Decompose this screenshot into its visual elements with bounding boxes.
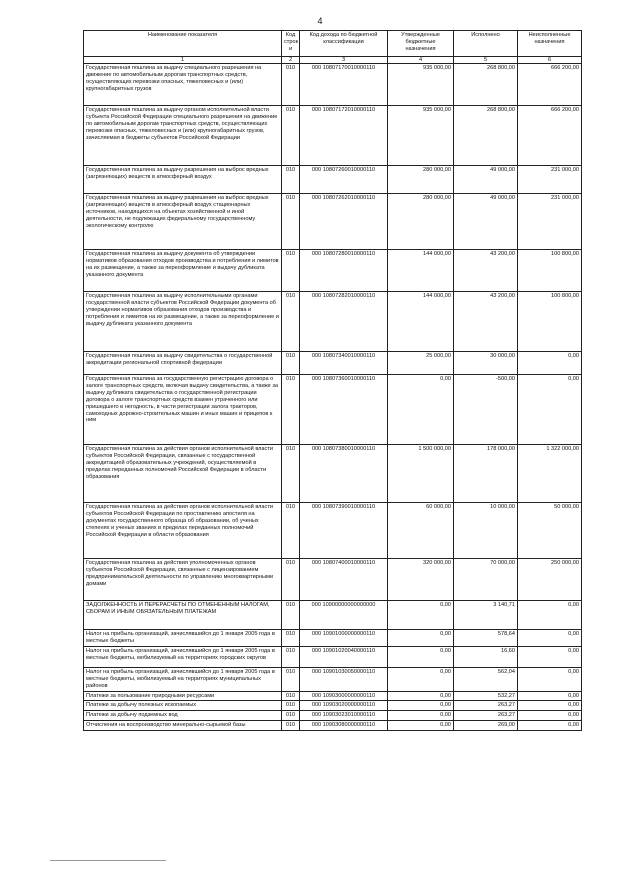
column-number: 2	[282, 57, 300, 64]
indicator-name: Налог на прибыль организаций, зачислявшийся до 1 января 2005 года в местные бюджеты, мобилизуемый на территориях городских округов	[84, 646, 282, 667]
row-code: 010	[282, 721, 300, 731]
approved-amount: 1 500 000,00	[388, 445, 454, 503]
indicator-name: Государственная пошлина за действия органов исполнительной власти субъектов Российской Федерации по проставлению апостиля на документах государственного образца об образовании, об ученых степенях и ученых званиях в пределах переданных полномочий Российской Федерации в области образования	[84, 503, 282, 559]
executed-amount: 532,27	[454, 691, 518, 701]
row-code: 010	[282, 106, 300, 166]
row-code: 010	[282, 250, 300, 292]
budget-code: 000 10807260010000110	[300, 166, 388, 194]
header-executed: Исполнено	[454, 31, 518, 57]
table-row	[84, 503, 582, 559]
indicator-name: Государственная пошлина за выдачу свидетельства о государственной аккредитации региональной спортивной федерации	[84, 352, 282, 375]
footer-rule	[50, 860, 166, 861]
unexecuted-amount: 0,00	[518, 667, 582, 691]
budget-code: 000 10807280010000110	[300, 250, 388, 292]
executed-amount: 10 000,00	[454, 503, 518, 559]
table-row	[84, 64, 582, 106]
executed-amount: 263,27	[454, 711, 518, 721]
budget-code: 000 10807282010000110	[300, 292, 388, 352]
executed-amount: 178 000,00	[454, 445, 518, 503]
column-number: 1	[84, 57, 282, 64]
table-row	[84, 559, 582, 601]
executed-amount: 269,00	[454, 721, 518, 731]
table-row	[84, 721, 582, 731]
indicator-name: Отчисления на воспроизводство минерально-сырьевой базы	[84, 721, 282, 731]
header-indicator-name: Наименование показателя	[84, 31, 282, 57]
executed-amount: 49 000,00	[454, 194, 518, 250]
table-row	[84, 646, 582, 667]
row-code: 010	[282, 194, 300, 250]
unexecuted-amount: 0,00	[518, 711, 582, 721]
row-code: 010	[282, 64, 300, 106]
executed-amount: 562,04	[454, 667, 518, 691]
unexecuted-amount: 0,00	[518, 601, 582, 630]
budget-code: 000 10903020000000110	[300, 701, 388, 711]
unexecuted-amount: 100 800,00	[518, 292, 582, 352]
approved-amount: 0,00	[388, 691, 454, 701]
approved-amount: 0,00	[388, 721, 454, 731]
unexecuted-amount: 50 000,00	[518, 503, 582, 559]
unexecuted-amount: 0,00	[518, 352, 582, 375]
row-code: 010	[282, 701, 300, 711]
approved-amount: 60 000,00	[388, 503, 454, 559]
indicator-name: Государственная пошлина за выдачу разрешения на выброс вредных (загрязняющих) веществ в атмосферный воздух стационарных источников, находящихся на объектах хозяйственной и иной деятельности, не подлежащих федеральному государственному экологическому контролю	[84, 194, 282, 250]
indicator-name: Государственная пошлина за государственную регистрацию договора о залоге транспортных средств, включая выдачу свидетельства, а также за выдачу дубликата свидетельства о государственной регистрации договора о залоге транспортных средств взамен утраченного или пришедшего в негодность, в части регистрации залога тракторов, самоходных дорожно-строительных машин и иных машин и прицепов к ним	[84, 375, 282, 445]
unexecuted-amount: 1 322 000,00	[518, 445, 582, 503]
executed-amount: 263,27	[454, 701, 518, 711]
approved-amount: 144 000,00	[388, 250, 454, 292]
column-number: 4	[388, 57, 454, 64]
column-number-row	[84, 57, 582, 64]
executed-amount: 49 000,00	[454, 166, 518, 194]
unexecuted-amount: 100 800,00	[518, 250, 582, 292]
indicator-name: Платежи за пользование природными ресурсами	[84, 691, 282, 701]
budget-code: 000 10901000000000110	[300, 630, 388, 647]
approved-amount: 0,00	[388, 630, 454, 647]
row-code: 010	[282, 166, 300, 194]
table-row	[84, 292, 582, 352]
indicator-name: Налог на прибыль организаций, зачислявшийся до 1 января 2005 года в местные бюджеты, мобилизуемый на территориях муниципальных районов	[84, 667, 282, 691]
unexecuted-amount: 231 000,00	[518, 166, 582, 194]
approved-amount: 25 000,00	[388, 352, 454, 375]
unexecuted-amount: 0,00	[518, 701, 582, 711]
row-code: 010	[282, 375, 300, 445]
budget-code: 000 10901030050000110	[300, 667, 388, 691]
indicator-name: ЗАДОЛЖЕННОСТЬ И ПЕРЕРАСЧЕТЫ ПО ОТМЕНЕННЫМ НАЛОГАМ, СБОРАМ И ИНЫМ ОБЯЗАТЕЛЬНЫМ ПЛАТЕЖАМ	[84, 601, 282, 630]
unexecuted-amount: 0,00	[518, 630, 582, 647]
approved-amount: 0,00	[388, 601, 454, 630]
approved-amount: 144 000,00	[388, 292, 454, 352]
row-code: 010	[282, 646, 300, 667]
indicator-name: Платежи за добычу подземных вод	[84, 711, 282, 721]
executed-amount: 268 800,00	[454, 64, 518, 106]
budget-code: 000 10901020040000110	[300, 646, 388, 667]
approved-amount: 935 000,00	[388, 64, 454, 106]
indicator-name: Государственная пошлина за действия органов исполнительной власти субъектов Российской Федерации, связанные с государственной аккредитацией образовательных учреждений, осуществляемой в пределах переданных полномочий Российской Федерации в области образования	[84, 445, 282, 503]
page-number: 4	[317, 16, 323, 26]
row-code: 010	[282, 601, 300, 630]
unexecuted-amount: 0,00	[518, 646, 582, 667]
column-number: 3	[300, 57, 388, 64]
approved-amount: 0,00	[388, 646, 454, 667]
approved-amount: 0,00	[388, 701, 454, 711]
approved-amount: 0,00	[388, 375, 454, 445]
budget-code: 000 10807360010000110	[300, 375, 388, 445]
budget-code: 000 10807380010000110	[300, 445, 388, 503]
row-code: 010	[282, 352, 300, 375]
budget-code: 000 10903023010000110	[300, 711, 388, 721]
row-code: 010	[282, 691, 300, 701]
approved-amount: 280 000,00	[388, 166, 454, 194]
table-row	[84, 601, 582, 630]
executed-amount: 43 200,00	[454, 292, 518, 352]
approved-amount: 0,00	[388, 711, 454, 721]
approved-amount: 935 000,00	[388, 106, 454, 166]
indicator-name: Государственная пошлина за выдачу исполнительными органами государственной власти субъектов Российской Федерации документа об утверждении нормативов образования отходов производства и потребления и лимитов на их размещение, а также за переоформление и выдачу дубликата указанного документа	[84, 292, 282, 352]
indicator-name: Государственная пошлина за действия уполномоченных органов субъектов Российской Федерации, связанные с лицензированием предпринимательской деятельности по управлению многоквартирными домами	[84, 559, 282, 601]
executed-amount: 43 200,00	[454, 250, 518, 292]
table-row	[84, 667, 582, 691]
table-row	[84, 194, 582, 250]
unexecuted-amount: 0,00	[518, 691, 582, 701]
budget-code: 000 10807172010000110	[300, 106, 388, 166]
header-row-code: Код строк и	[282, 31, 300, 57]
executed-amount: 16,60	[454, 646, 518, 667]
budget-code: 000 10903080000000110	[300, 721, 388, 731]
header-approved: Утвержденные бюджетные назначения	[388, 31, 454, 57]
executed-amount: 70 000,00	[454, 559, 518, 601]
approved-amount: 0,00	[388, 667, 454, 691]
table-row	[84, 630, 582, 647]
approved-amount: 280 000,00	[388, 194, 454, 250]
unexecuted-amount: 250 000,00	[518, 559, 582, 601]
budget-code: 000 10807400010000110	[300, 559, 388, 601]
executed-amount: 268 800,00	[454, 106, 518, 166]
budget-code: 000 10807390010000110	[300, 503, 388, 559]
table-row	[84, 691, 582, 701]
unexecuted-amount: 666 200,00	[518, 106, 582, 166]
row-code: 010	[282, 445, 300, 503]
row-code: 010	[282, 711, 300, 721]
table-row	[84, 375, 582, 445]
row-code: 010	[282, 667, 300, 691]
header-budget-code: Код дохода по бюджетной классификации	[300, 31, 388, 57]
unexecuted-amount: 666 200,00	[518, 64, 582, 106]
column-number: 6	[518, 57, 582, 64]
indicator-name: Государственная пошлина за выдачу органом исполнительной власти субъекта Российской Федерации специального разрешения на движение по автомобильным дорогам транспортных средств, осуществляющих перевозки опасных, тяжеловесных и (или) крупногабаритных грузов, зачисляемая в бюджеты субъектов Российской Федерации	[84, 106, 282, 166]
table-row	[84, 445, 582, 503]
executed-amount: -500,00	[454, 375, 518, 445]
indicator-name: Государственная пошлина за выдачу специального разрешения на движение по автомобильным дорогам транспортных средств, осуществляющих перевозки опасных, тяжеловесных и (или) крупногабаритных грузов	[84, 64, 282, 106]
table-header-row	[84, 31, 582, 57]
row-code: 010	[282, 559, 300, 601]
table-row	[84, 352, 582, 375]
unexecuted-amount: 231 000,00	[518, 194, 582, 250]
column-number: 5	[454, 57, 518, 64]
budget-execution-table	[83, 30, 582, 731]
table-row	[84, 106, 582, 166]
budget-code: 000 10807340010000110	[300, 352, 388, 375]
indicator-name: Государственная пошлина за выдачу документа об утверждении нормативов образования отходов производства и потребления и лимитов на их размещение, а также за переоформление и выдачу дубликата указанного документа	[84, 250, 282, 292]
budget-code: 000 10807262010000110	[300, 194, 388, 250]
table-row	[84, 711, 582, 721]
row-code: 010	[282, 292, 300, 352]
table-row	[84, 250, 582, 292]
budget-code: 000 10807170010000110	[300, 64, 388, 106]
header-unexecuted: Неисполненные назначения	[518, 31, 582, 57]
approved-amount: 320 000,00	[388, 559, 454, 601]
unexecuted-amount: 0,00	[518, 721, 582, 731]
unexecuted-amount: 0,00	[518, 375, 582, 445]
executed-amount: 30 000,00	[454, 352, 518, 375]
executed-amount: 3 140,71	[454, 601, 518, 630]
table-row	[84, 166, 582, 194]
indicator-name: Государственная пошлина за выдачу разрешения на выброс вредных (загрязняющих) веществ в атмосферный воздух	[84, 166, 282, 194]
budget-code: 000 10900000000000000	[300, 601, 388, 630]
row-code: 010	[282, 503, 300, 559]
budget-code: 000 10903000000000110	[300, 691, 388, 701]
executed-amount: 578,64	[454, 630, 518, 647]
indicator-name: Налог на прибыль организаций, зачислявшийся до 1 января 2005 года в местные бюджеты	[84, 630, 282, 647]
indicator-name: Платежи за добычу полезных ископаемых	[84, 701, 282, 711]
row-code: 010	[282, 630, 300, 647]
table-row	[84, 701, 582, 711]
